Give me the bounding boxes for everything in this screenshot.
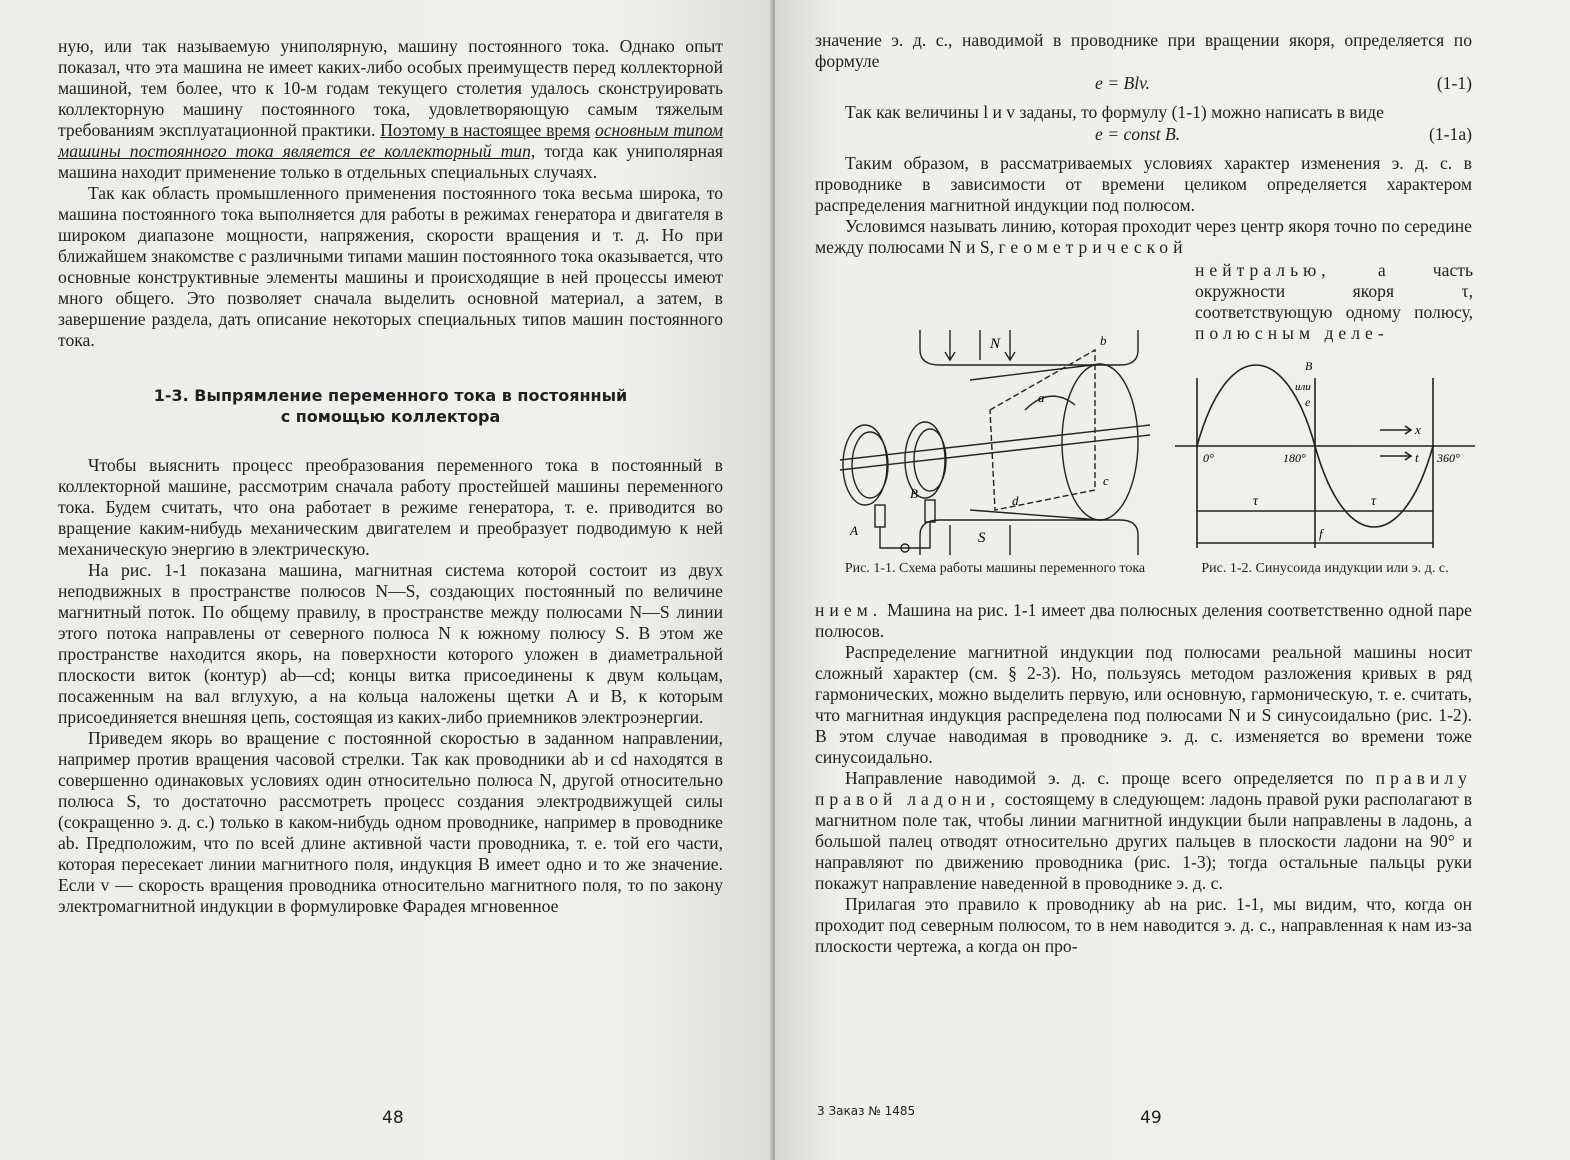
right-paragraph-1: значение э. д. с., наводимой в проводнике при вращении якоря, определяется по формуле bbox=[815, 30, 1472, 71]
fig1-label-S: S bbox=[978, 530, 986, 546]
fig2-label-t: t bbox=[1415, 450, 1419, 465]
left-paragraph-1: ную, или так называемую униполярную, машину постоянного тока. Однако опыт показал, что эта машина не имеет каких-либо особых преимуществ перед коллекторной машиной, тем более, что к 10-м годам текущего столетия удалось сконструировать коллекторную машину постоянного тока, удовлетворяющую самым тяжелым требованиям эксплуатационной практики. Поэтому в настоящее время основным типом машины постоянного тока является ее коллекторный тип, тогда как униполярная машина находит применение только в отдельных специальных случаях. bbox=[58, 36, 723, 182]
right-paragraph-2: Так как величины l и v заданы, то формулу (1-1) можно написать в виде bbox=[845, 102, 1384, 122]
right-paragraph-3: Таким образом, в рассматриваемых условиях характер изменения э. д. с. в проводнике в зависимости от времени целиком определяется характером распределения магнитной индукции под полюсом. bbox=[815, 153, 1472, 215]
fig1-label-b: b bbox=[1100, 333, 1107, 348]
formula-1-1a bbox=[815, 123, 1472, 145]
formula-1-1a-expression: e = const B. bbox=[1095, 124, 1181, 144]
figure-1-2-sine-diagram bbox=[1175, 358, 1475, 558]
figure-1-1-caption: Рис. 1-1. Схема работы машины переменного тока bbox=[844, 561, 1146, 576]
right-paragraph-8: Прилагая это правило к проводнику ab на рис. 1-1, мы видим, что, когда он проходит под северным полюсом, то в нем наводится э. д. с., направленная к нам из-за плоскости чертежа, а когда он про- bbox=[815, 894, 1472, 956]
left-page bbox=[0, 0, 775, 1160]
left-paragraph-5: Приведем якорь во вращение с постоянной скоростью в заданном направлении, например против вращения часовой стрелки. Так как проводники ab и cd находятся в совершенно одинаковых условиях один относительно полюса N, другой относительно полюса S, то достаточно рассмотреть процесс создания электродвижущей силы (сокращенно э. д. с.) только в каком-нибудь одном проводнике, например в проводнике ab. Предположим, что по всей длине активной части проводника, т. е. той его части, которая пересекает линии магнитного поля, индукция B имеет одно и то же значение. Если v — скорость вращения проводника относительно магнитного поля, то по закону электромагнитной индукции в формулировке Фарадея мгновенное bbox=[58, 728, 723, 916]
fig1-label-A: A bbox=[850, 523, 858, 538]
right-paragraph-6: Распределение магнитной индукции под полюсами реальной машины носит сложный характер (см. § 2-3). Но, пользуясь методом разложения кривых в ряд гармонических, можно выделить первую, или основную, гармоническую, т. е. считать, что магнитная индукция распределена под полюсами N и S синусоидально (рис. 1-2). В этом случае наводимая в проводнике э. д. с. изменяется во времени тоже синусоидально. bbox=[815, 642, 1472, 767]
fig1-label-c: c bbox=[1103, 473, 1109, 488]
fig1-label-a: a bbox=[1038, 390, 1045, 405]
fig2-label-tau-1: τ bbox=[1253, 494, 1259, 509]
fig2-label-B: B bbox=[1305, 359, 1313, 373]
fig2-label-tau-2: τ bbox=[1371, 494, 1377, 509]
formula-1-1a-number: (1-1а) bbox=[1429, 124, 1472, 144]
figure-1-1-machine-diagram bbox=[820, 310, 1165, 570]
fig1-label-d: d bbox=[1012, 493, 1019, 508]
page-number-right: 49 bbox=[1140, 1108, 1162, 1128]
formula-1-1 bbox=[815, 72, 1472, 94]
fig2-label-0deg: 0° bbox=[1203, 451, 1214, 465]
order-mark: 3 Заказ № 1485 bbox=[817, 1104, 916, 1118]
fig2-label-e: e bbox=[1305, 395, 1311, 409]
left-paragraph-4: На рис. 1-1 показана машина, магнитная система которой состоит из двух неподвижных в пространстве полюсов N—S, создающих постоянный по величине магнитный поток. По общему правилу, в пространстве между полюсами N—S линии этого потока направлены от северного полюса N к южному полюсу S. В этом же пространстве находится якорь, на поверхности которого уложен в диаметральной плоскости виток (контур) ab—cd; концы витка присоединены к двум кольцам, посаженным на вал вглухую, а на кольца наложены щетки A и B, к которым присоединяется внешняя цепь, состоящая из каких-либо приемников электроэнергии. bbox=[58, 560, 723, 727]
right-page bbox=[775, 0, 1570, 1160]
section-title: 1-3. Выпрямление переменного тока в постоянный с помощью коллектора bbox=[153, 386, 628, 426]
left-paragraph-2: Так как область промышленного применения постоянного тока весьма широка, то машина постоянного тока выполняется для работы в режимах генератора и двигателя в широком диапазоне мощности, напряжения, скорости вращения и т. д. Но при ближайшем знакомстве с различными типами машин постоянного тока оказывается, что основные конструктивные элементы машины и происходящие в ней процессы имеют много общего. Это позволяет сначала выделить основной материал, а затем, в завершение раздела, дать описание некоторых специальных типов машин постоянного тока. bbox=[58, 183, 723, 350]
fig1-label-N: N bbox=[990, 336, 1001, 352]
right-paragraph-4: Условимся называть линию, которая проходит через центр якоря точно по середине между полюсами N и S, геометрической bbox=[815, 216, 1472, 257]
fig1-label-B: B bbox=[910, 486, 918, 501]
formula-1-1-expression: e = Blv. bbox=[1095, 73, 1151, 93]
page-number-left: 48 bbox=[382, 1108, 404, 1128]
fig2-label-or: или bbox=[1295, 381, 1311, 393]
right-paragraph-7: Направление наводимой э. д. с. проще всего определяется по правилу правой ладони, состоящему в следующем: ладонь правой руки располагают в магнитном поле так, чтобы линии магнитной индукции были направлены в ладонь, а большой палец отводят относительно других пальцев в плоскости ладони на 90° и направляют по движению проводника (рис. 1-3); тогда остальные пальцы руки покажут направление наведенной в проводнике э. д. с. bbox=[815, 768, 1472, 893]
fig2-label-f: f bbox=[1319, 526, 1323, 541]
fig2-label-x: x bbox=[1415, 422, 1421, 437]
figure-side-text: нейтралью, а часть окружности якоря τ, соответствующую одному полюсу, полюсным деле- bbox=[1195, 260, 1473, 343]
fig2-label-360deg: 360° bbox=[1437, 451, 1460, 465]
figure-1-2-caption: Рис. 1-2. Синусоида индукции или э. д. с. bbox=[1201, 561, 1449, 576]
formula-1-1-number: (1-1) bbox=[1436, 73, 1472, 93]
figures-block bbox=[815, 260, 1472, 590]
fig2-label-180deg: 180° bbox=[1283, 451, 1306, 465]
left-paragraph-3: Чтобы выяснить процесс преобразования переменного тока в постоянный в коллекторной машине, рассмотрим сначала работу простейшей машины переменного тока. Будем считать, что она работает в режиме генератора, т. е. приводится во вращение каким-нибудь механическим двигателем и преобразует подводимую к ней механическую энергию в электрическую. bbox=[58, 455, 723, 559]
right-paragraph-5: нием. Машина на рис. 1-1 имеет два полюсных деления соответственно одной паре полюсов. bbox=[815, 600, 1472, 641]
